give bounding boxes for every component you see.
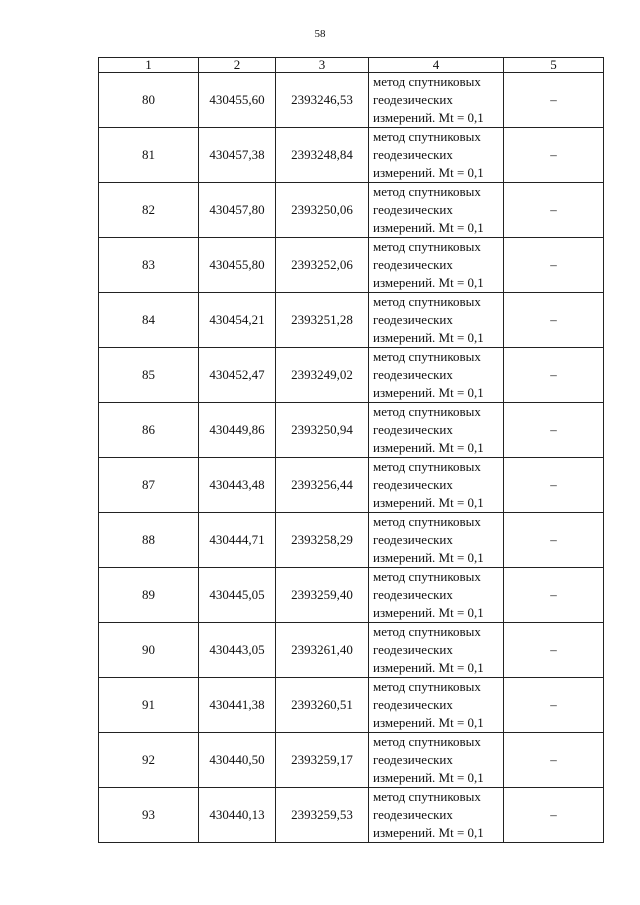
- y-coordinate-cell: 2393248,84: [276, 128, 369, 183]
- method-line: измерений. Mt = 0,1: [373, 825, 484, 840]
- x-coordinate-cell: 430457,80: [199, 183, 276, 238]
- method-cell: [369, 513, 504, 568]
- point-number-cell: 93: [99, 788, 199, 843]
- point-number-cell: 86: [99, 403, 199, 458]
- note-cell: –: [504, 348, 604, 403]
- note-cell: –: [504, 403, 604, 458]
- table-row: [99, 458, 604, 513]
- method-line: измерений. Mt = 0,1: [373, 440, 484, 455]
- note-cell: –: [504, 73, 604, 128]
- method-cell: [369, 568, 504, 623]
- method-line: геодезических: [373, 257, 453, 272]
- table-row: [99, 678, 604, 733]
- note-cell: –: [504, 678, 604, 733]
- x-coordinate-cell: 430444,71: [199, 513, 276, 568]
- point-number-cell: 90: [99, 623, 199, 678]
- point-number-cell: 89: [99, 568, 199, 623]
- note-cell: –: [504, 128, 604, 183]
- method-line: метод спутниковых: [373, 569, 481, 584]
- y-coordinate-cell: 2393251,28: [276, 293, 369, 348]
- method-line: геодезических: [373, 807, 453, 822]
- method-cell: [369, 623, 504, 678]
- point-number-cell: 82: [99, 183, 199, 238]
- y-coordinate-cell: 2393252,06: [276, 238, 369, 293]
- method-line: геодезических: [373, 422, 453, 437]
- method-line: метод спутниковых: [373, 404, 481, 419]
- y-coordinate-cell: 2393250,06: [276, 183, 369, 238]
- note-cell: –: [504, 513, 604, 568]
- table-row: [99, 73, 604, 128]
- method-line: метод спутниковых: [373, 184, 481, 199]
- method-line: измерений. Mt = 0,1: [373, 330, 484, 345]
- y-coordinate-cell: 2393246,53: [276, 73, 369, 128]
- method-cell: [369, 348, 504, 403]
- method-line: измерений. Mt = 0,1: [373, 220, 484, 235]
- method-line: геодезических: [373, 532, 453, 547]
- method-line: метод спутниковых: [373, 129, 481, 144]
- method-line: метод спутниковых: [373, 459, 481, 474]
- method-line: измерений. Mt = 0,1: [373, 385, 484, 400]
- table-row: [99, 568, 604, 623]
- note-cell: –: [504, 788, 604, 843]
- table-row: [99, 733, 604, 788]
- method-line: измерений. Mt = 0,1: [373, 605, 484, 620]
- note-cell: –: [504, 733, 604, 788]
- x-coordinate-cell: 430457,38: [199, 128, 276, 183]
- column-header-method: 4: [369, 58, 504, 73]
- method-line: геодезических: [373, 697, 453, 712]
- method-line: метод спутниковых: [373, 679, 481, 694]
- method-cell: [369, 403, 504, 458]
- method-line: измерений. Mt = 0,1: [373, 660, 484, 675]
- method-line: метод спутниковых: [373, 734, 481, 749]
- method-cell: [369, 73, 504, 128]
- x-coordinate-cell: 430443,48: [199, 458, 276, 513]
- table-header-row: [99, 58, 604, 73]
- x-coordinate-cell: 430449,86: [199, 403, 276, 458]
- column-header-y: 3: [276, 58, 369, 73]
- y-coordinate-cell: 2393256,44: [276, 458, 369, 513]
- note-cell: –: [504, 238, 604, 293]
- method-line: метод спутниковых: [373, 624, 481, 639]
- table-row: [99, 513, 604, 568]
- point-number-cell: 88: [99, 513, 199, 568]
- method-line: метод спутниковых: [373, 349, 481, 364]
- point-number-cell: 87: [99, 458, 199, 513]
- y-coordinate-cell: 2393259,40: [276, 568, 369, 623]
- method-line: метод спутниковых: [373, 294, 481, 309]
- table-row: [99, 293, 604, 348]
- table-row: [99, 623, 604, 678]
- method-line: измерений. Mt = 0,1: [373, 275, 484, 290]
- note-cell: –: [504, 293, 604, 348]
- note-cell: –: [504, 568, 604, 623]
- table-row: [99, 238, 604, 293]
- column-header-note: 5: [504, 58, 604, 73]
- method-cell: [369, 678, 504, 733]
- y-coordinate-cell: 2393260,51: [276, 678, 369, 733]
- method-cell: [369, 238, 504, 293]
- x-coordinate-cell: 430441,38: [199, 678, 276, 733]
- x-coordinate-cell: 430440,50: [199, 733, 276, 788]
- page-number: 58: [314, 28, 326, 40]
- table-row: [99, 183, 604, 238]
- point-number-cell: 84: [99, 293, 199, 348]
- y-coordinate-cell: 2393249,02: [276, 348, 369, 403]
- table-body: [99, 73, 604, 843]
- method-line: геодезических: [373, 92, 453, 107]
- method-line: геодезических: [373, 752, 453, 767]
- method-line: метод спутниковых: [373, 789, 481, 804]
- method-line: измерений. Mt = 0,1: [373, 770, 484, 785]
- x-coordinate-cell: 430443,05: [199, 623, 276, 678]
- method-line: измерений. Mt = 0,1: [373, 715, 484, 730]
- method-line: геодезических: [373, 147, 453, 162]
- method-line: геодезических: [373, 312, 453, 327]
- method-cell: [369, 733, 504, 788]
- point-number-cell: 81: [99, 128, 199, 183]
- y-coordinate-cell: 2393261,40: [276, 623, 369, 678]
- method-line: измерений. Mt = 0,1: [373, 550, 484, 565]
- x-coordinate-cell: 430445,05: [199, 568, 276, 623]
- y-coordinate-cell: 2393259,53: [276, 788, 369, 843]
- table-row: [99, 348, 604, 403]
- table-row: [99, 403, 604, 458]
- method-cell: [369, 293, 504, 348]
- point-number-cell: 92: [99, 733, 199, 788]
- x-coordinate-cell: 430454,21: [199, 293, 276, 348]
- method-line: геодезических: [373, 587, 453, 602]
- method-cell: [369, 128, 504, 183]
- method-line: метод спутниковых: [373, 514, 481, 529]
- table-row: [99, 788, 604, 843]
- column-header-x: 2: [199, 58, 276, 73]
- note-cell: –: [504, 623, 604, 678]
- method-line: метод спутниковых: [373, 239, 481, 254]
- coordinates-table: [98, 57, 604, 843]
- x-coordinate-cell: 430455,80: [199, 238, 276, 293]
- method-line: измерений. Mt = 0,1: [373, 110, 484, 125]
- y-coordinate-cell: 2393258,29: [276, 513, 369, 568]
- method-line: геодезических: [373, 477, 453, 492]
- method-line: геодезических: [373, 202, 453, 217]
- note-cell: –: [504, 458, 604, 513]
- point-number-cell: 80: [99, 73, 199, 128]
- point-number-cell: 83: [99, 238, 199, 293]
- table-row: [99, 128, 604, 183]
- method-line: геодезических: [373, 642, 453, 657]
- x-coordinate-cell: 430455,60: [199, 73, 276, 128]
- method-line: измерений. Mt = 0,1: [373, 165, 484, 180]
- y-coordinate-cell: 2393250,94: [276, 403, 369, 458]
- x-coordinate-cell: 430452,47: [199, 348, 276, 403]
- method-line: метод спутниковых: [373, 74, 481, 89]
- x-coordinate-cell: 430440,13: [199, 788, 276, 843]
- y-coordinate-cell: 2393259,17: [276, 733, 369, 788]
- method-cell: [369, 458, 504, 513]
- method-cell: [369, 788, 504, 843]
- column-header-point-number: 1: [99, 58, 199, 73]
- method-line: измерений. Mt = 0,1: [373, 495, 484, 510]
- point-number-cell: 91: [99, 678, 199, 733]
- note-cell: –: [504, 183, 604, 238]
- method-cell: [369, 183, 504, 238]
- point-number-cell: 85: [99, 348, 199, 403]
- method-line: геодезических: [373, 367, 453, 382]
